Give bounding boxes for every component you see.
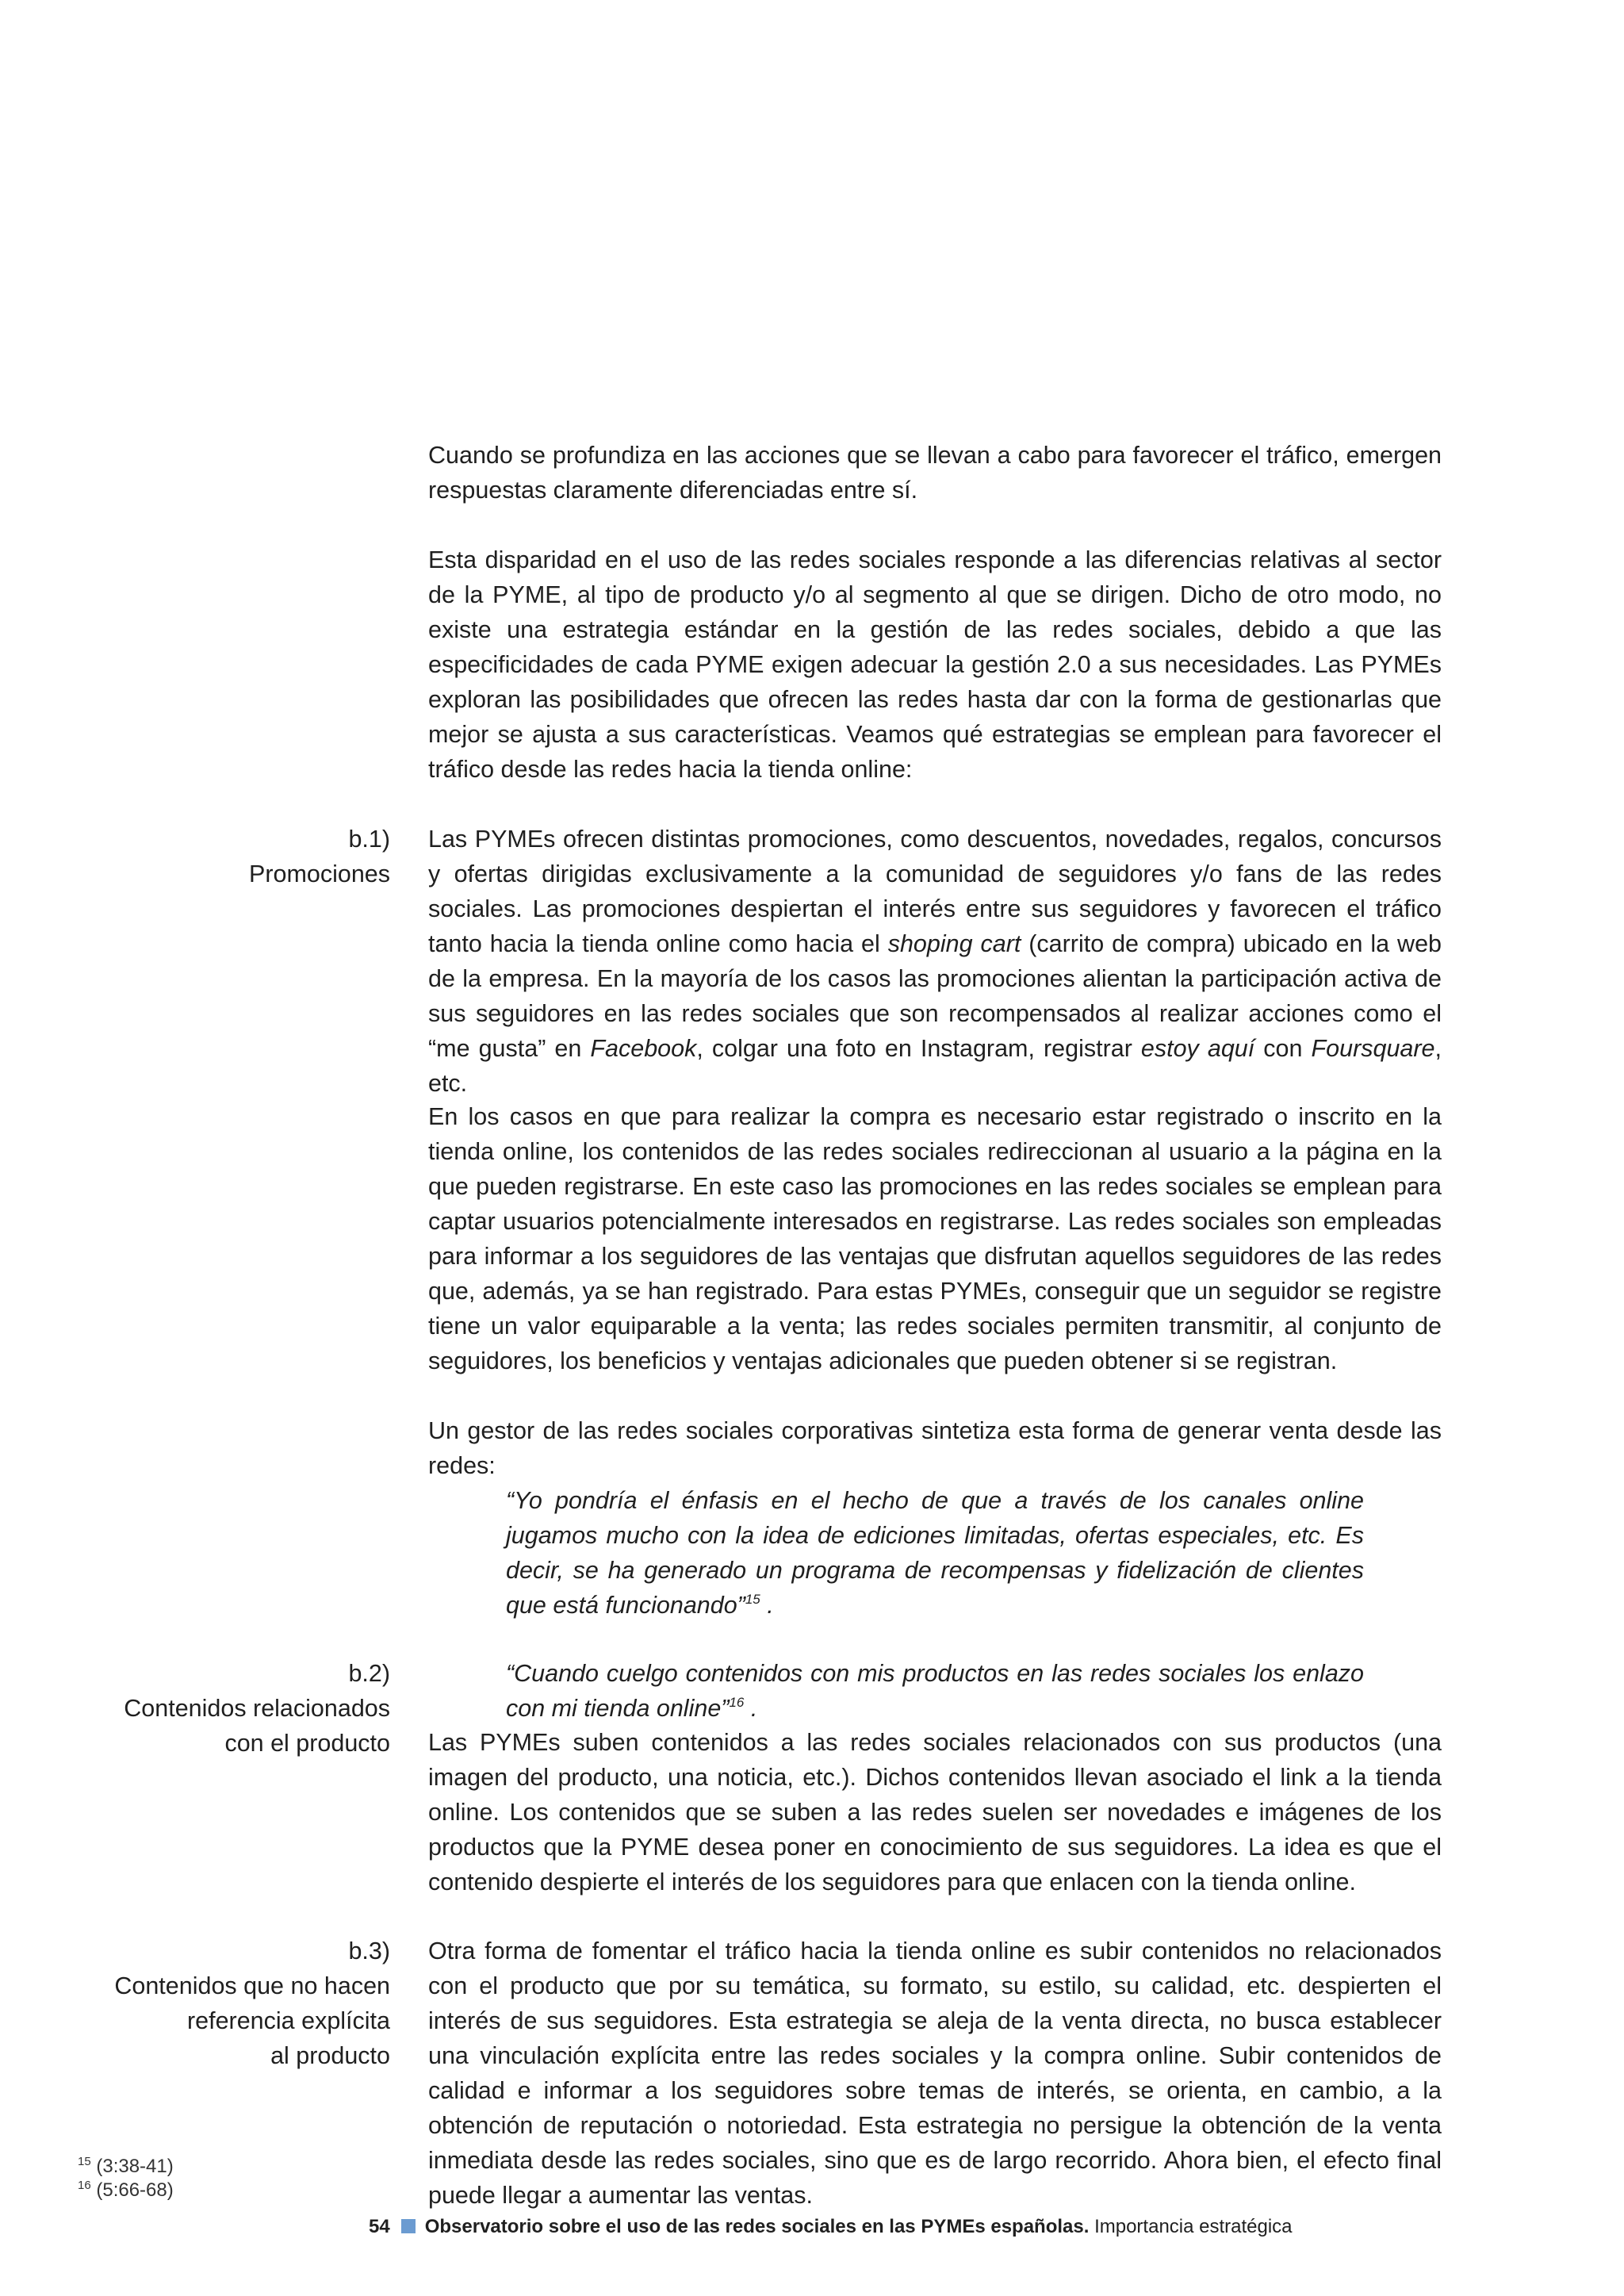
quote-15: “Yo pondría el énfasis en el hecho de que a través de los canales online jugamos mucho con la idea de ediciones limitadas, ofertas especiales, etc. Es decir, se ha generado un programa de recompensas y fidelización de clientes que está funcionando”$^{15}$ .	[506, 1487, 1364, 1619]
related-content-paragraph: Las PYMEs suben contenidos a las redes sociales relacionados con sus productos (una imagen del producto, una noticia, etc.). Dichos contenidos llevan asociado el link a la tienda online. Los contenidos que se suben a las redes suelen ser novedades e imágenes de los productos que la PYME desea poner en conocimiento de sus seguidores. La idea es que el contenido despierte el interés de los seguidores para que enlacen con la tienda online.	[428, 1729, 1442, 1895]
page-footer	[369, 2215, 1293, 2239]
footnotes	[78, 2155, 174, 2202]
side-heading-title: con el producto	[224, 1730, 390, 1757]
page-number: 54	[369, 2216, 390, 2237]
footnote-16: $^{16}$ (5:66-68)	[78, 2179, 174, 2201]
side-heading-b1	[41, 822, 390, 891]
side-heading-title: referencia explícita	[187, 2007, 390, 2034]
side-heading-title: Contenidos relacionados	[124, 1695, 390, 1722]
promotions-paragraph: Las PYMEs ofrecen distintas promociones, como descuentos, novedades, regalos, concursos y ofertas dirigidas exclusivamente a la comunidad de seguidores y/o fans de las redes sociales. Las promociones despiertan el interés entre sus seguidores y favorecen el tráfico tanto hacia la tienda online como hacia el shoping cart (carrito de compra) ubicado en la web de la empresa. En la mayoría de los casos las promociones alientan la participación activa de sus seguidores en las redes sociales que son recompensados al realizar acciones como el “me gusta” en Facebook, colgar una foto en Instagram, registrar estoy aquí con Foursquare, etc.	[428, 826, 1442, 1097]
side-heading-number: b.1)	[348, 826, 390, 853]
quote-16: “Cuando cuelgo contenidos con mis productos en las redes sociales los enlazo con mi tienda online”$^{16}$ .	[506, 1660, 1364, 1722]
side-heading-b3	[41, 1934, 390, 2073]
registration-paragraph: En los casos en que para realizar la compra es necesario estar registrado o inscrito en la tienda online, los contenidos de las redes sociales redireccionan al usuario a la página en la que pueden registrarse. En este caso las promociones en las redes sociales se emplean para captar usuarios potencialmente interesados en registrarse. Las redes sociales son empleadas para informar a los seguidores de las ventajas que disfrutan aquellos seguidores de las redes que, además, ya se han registrado. Para estas PYMEs, conseguir que un seguidor se registre tiene un valor equiparable a la venta; las redes sociales permiten transmitir, al conjunto de seguidores, los beneficios y ventajas adicionales que pueden obtener si se registran.	[428, 1103, 1442, 1374]
side-heading-title: Promociones	[249, 861, 390, 887]
footnote-ref-16: 16	[729, 1695, 745, 1710]
side-heading-b2	[41, 1656, 390, 1761]
manager-paragraph: Un gestor de las redes sociales corporativas sintetiza esta forma de generar venta desde las redes:	[428, 1417, 1442, 1479]
side-heading-title: al producto	[270, 2042, 390, 2069]
side-heading-number: b.3)	[348, 1938, 390, 1964]
intro-paragraph: Cuando se profundiza en las acciones que se llevan a cabo para favorecer el tráfico, emergen respuestas claramente diferenciadas entre sí.	[428, 442, 1442, 504]
publication-subtitle: Importancia estratégica	[1089, 2216, 1293, 2237]
footnote-ref-15: 15	[745, 1592, 760, 1607]
disparity-paragraph: Esta disparidad en el uso de las redes sociales responde a las diferencias relativas al sector de la PYME, al tipo de producto y/o al segmento al que se dirigen. Dicho de otro modo, no existe una estrategia estándar en la gestión de las redes sociales, debido a que las especificidades de cada PYME exigen adecuar la gestión 2.0 a sus necesidades. Las PYMEs exploran las posibilidades que ofrecen las redes hasta dar con la forma de gestionarlas que mejor se ajusta a sus características. Veamos qué estrategias se emplean para favorecer el tráfico desde las redes hacia la tienda online:	[428, 546, 1442, 783]
footnote-15: $^{15}$ (3:38-41)	[78, 2155, 174, 2177]
unrelated-content-paragraph: Otra forma de fomentar el tráfico hacia la tienda online es subir contenidos no relacionados con el producto que por su temática, su formato, su estilo, su calidad, etc. despierten el interés de sus seguidores. Esta estrategia se aleja de la venta directa, no busca establecer una vinculación explícita entre las redes sociales y la compra online. Subir contenidos de calidad e informar a los seguidores sobre temas de interés, se orienta, en cambio, a la obtención de reputación o notoriedad. Esta estrategia no persigue la obtención de la venta inmediata desde las redes sociales, sino que es de largo recorrido. Ahora bien, el efecto final puede llegar a aumentar las ventas.	[428, 1938, 1442, 2209]
side-heading-title: Contenidos que no hacen	[114, 1972, 390, 1999]
square-icon	[401, 2219, 416, 2233]
publication-title: Observatorio sobre el uso de las redes sociales en las PYMEs españolas.	[424, 2216, 1090, 2237]
side-heading-number: b.2)	[348, 1660, 390, 1687]
